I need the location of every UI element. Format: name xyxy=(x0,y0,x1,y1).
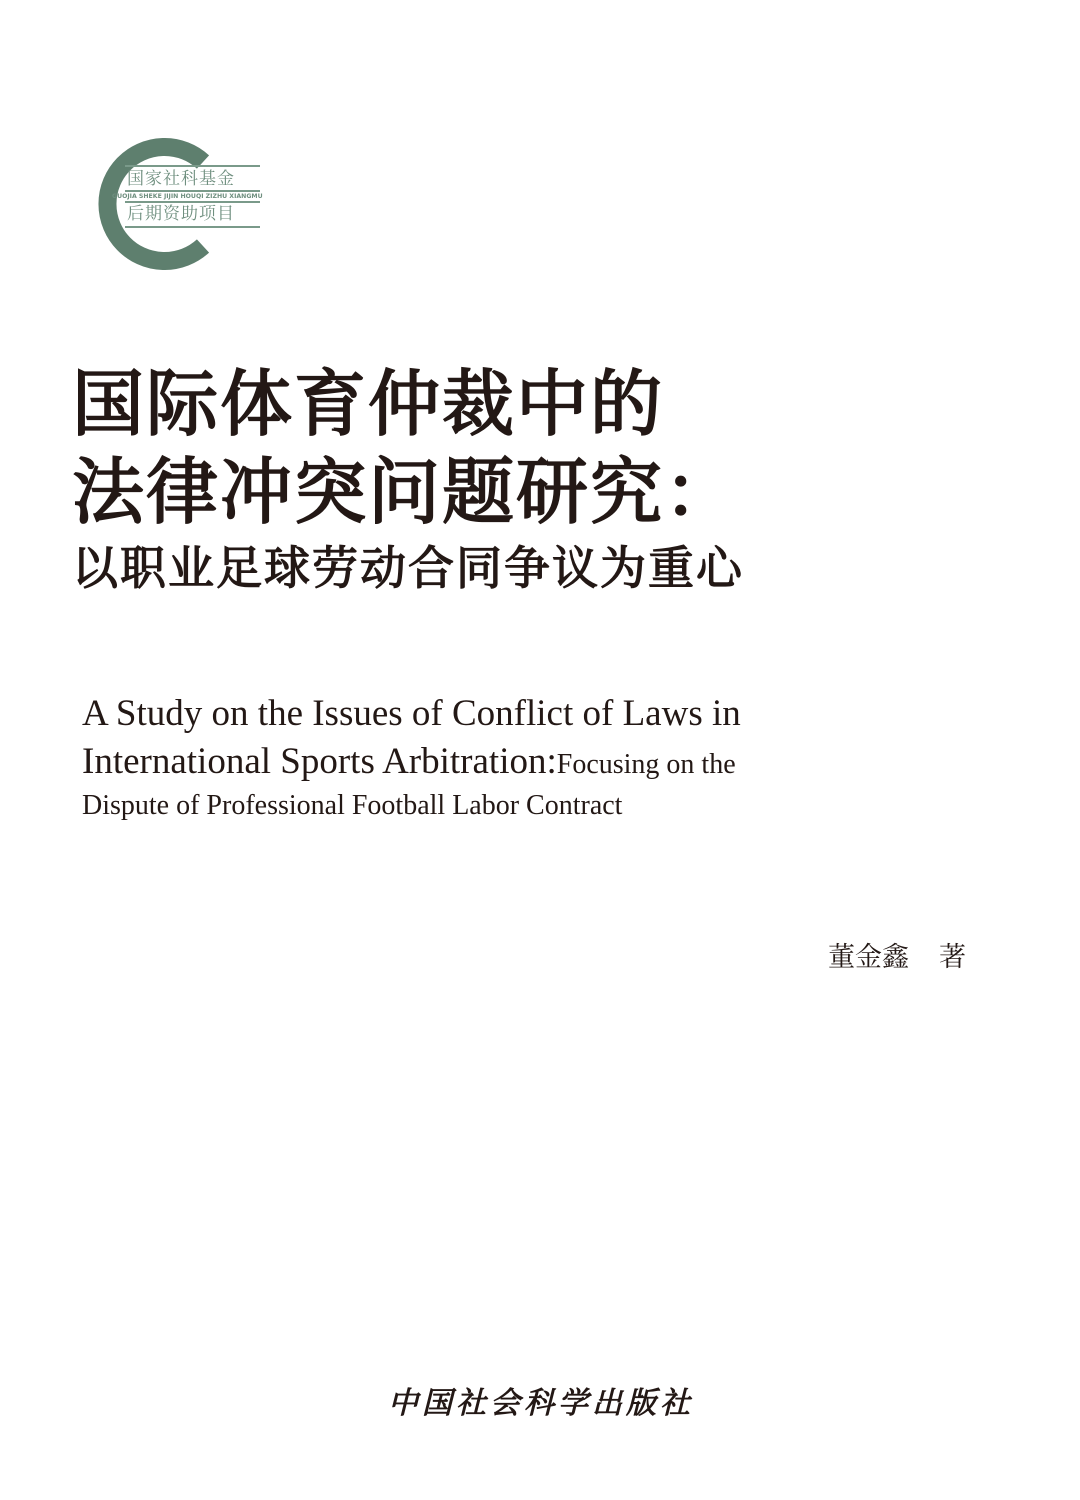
chinese-subtitle: 以职业足球劳动合同争议为重心 xyxy=(72,541,744,595)
chinese-title xyxy=(72,360,744,598)
fund-logo-text xyxy=(112,165,263,228)
chinese-title-line-2: 法律冲突问题研究： xyxy=(72,449,739,534)
logo-pinyin-text: GUOJIA SHEKE JIJIN HOUQI ZIZHU XIANGMU xyxy=(112,193,263,200)
english-subtitle-start: Focusing on the xyxy=(556,749,736,780)
chinese-title-line-1: 国际体育仲裁中的 xyxy=(72,361,665,446)
english-title-line-1: A Study on the Issues of Conflict of Laws in xyxy=(82,693,741,734)
logo-divider xyxy=(125,226,260,228)
publisher-name: 中国社会科学出版社 xyxy=(388,1386,694,1421)
english-subtitle-line: Dispute of Professional Football Labor Contract xyxy=(82,790,623,821)
author-name: 董金鑫 xyxy=(828,942,909,973)
author-credit xyxy=(828,935,966,974)
english-title-line-2 xyxy=(82,738,741,786)
author-role: 著 xyxy=(939,942,966,973)
logo-bottom-text: 后期资助项目 xyxy=(127,204,235,224)
logo-divider xyxy=(125,165,260,167)
english-title-main: International Sports Arbitration: xyxy=(82,741,557,782)
english-title xyxy=(82,690,741,826)
logo-top-text: 国家社科基金 xyxy=(127,169,235,189)
